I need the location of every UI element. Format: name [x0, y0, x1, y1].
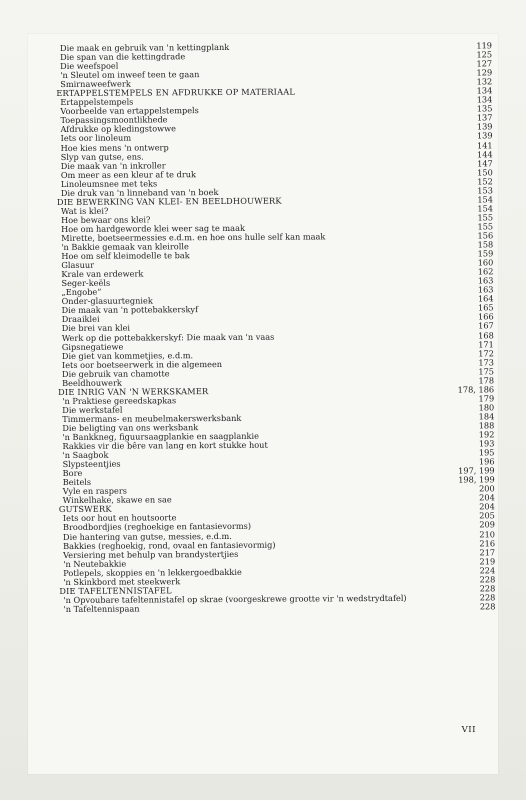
toc-page-number: 125 [476, 49, 493, 60]
toc-page-number: 216 [479, 537, 496, 549]
toc-page-number: 129 [476, 67, 493, 78]
toc-page-number: 164 [477, 293, 494, 304]
toc-entry-label: Die brei van klei [61, 323, 131, 334]
toc-entry-label: Seger-keëls [61, 277, 111, 289]
toc-entry-label: Die maak van 'n inkroller [60, 159, 166, 171]
toc-heading-label: DIE BEWERKING VAN KLEI- EN BEELDHOUWERK [56, 195, 282, 207]
toc-heading-label: GUTSWERK [58, 504, 112, 515]
toc-entry-label: Beeldhouwerk [62, 377, 122, 388]
toc-entry-label: Linoleumsnee met teks [60, 178, 158, 189]
book-page [28, 34, 498, 774]
toc-entry-label: Rakkies vir die bêre van lang en kort stukke hout [62, 439, 268, 452]
toc-page-number: 155 [477, 221, 494, 232]
toc-entry-label: Hoe om hardgeworde klei weer sag te maak [61, 222, 245, 234]
toc-page-number: 155 [477, 212, 494, 223]
toc-page-number: 168 [478, 329, 494, 340]
toc-entry-label: Slypsteentjies [62, 458, 121, 470]
toc-page-number: 196 [478, 456, 495, 467]
toc-page-number: 172 [478, 347, 494, 359]
toc-entry-label: Die span van die kettingdrade [60, 51, 186, 63]
toc-entry-label: Bore [62, 468, 83, 479]
toc-entry [61, 602, 495, 614]
toc-entry-label: 'n Bankkneg, figuursaagplankie en saagplankie [62, 430, 259, 442]
toc-entry-label: Om meer as een kleur af te druk [60, 168, 196, 180]
toc-entry-label: Broodbordjies (reghoekige en fantasievorms) [62, 521, 252, 533]
toc-entry-label: Ertappelstempels [60, 96, 134, 108]
toc-page-number: 188 [478, 420, 495, 431]
toc-entry-label: Iets oor hout en houtsoorte [62, 512, 177, 524]
toc-page-number: 139 [476, 130, 493, 141]
toc-entry-label: Potlepels, skoppies en 'n lekkergoedbakkie [63, 566, 242, 578]
toc-page-number: 141 [476, 139, 493, 150]
toc-page-number: 228 [479, 601, 496, 612]
toc-entry-label: Hoe bewaar ons klei? [61, 214, 151, 225]
toc-entry-label: Krale van erdewerk [61, 268, 144, 280]
toc-page-number: 228 [479, 574, 496, 585]
toc-entry-label: „Engobe” [61, 287, 102, 298]
toc-entry-label: Iets oor linoleum [60, 133, 132, 144]
toc-page-number: 135 [476, 103, 493, 114]
toc-page-number: 152 [477, 176, 493, 187]
toc-entry-label: Die beligting van ons werksbank [62, 422, 199, 433]
page-folio: VII [461, 725, 476, 735]
toc-entry-label: Onder-glasuurtegniek [61, 295, 153, 307]
toc-entry-label: 'n Praktiese gereedskapkas [62, 395, 177, 406]
toc-page-number: 204 [479, 501, 495, 512]
toc-page-number: 205 [479, 510, 495, 521]
toc-page-number: 134 [476, 85, 493, 96]
toc-page-number: 228 [479, 583, 496, 594]
toc-entry-label: 'n Tafeltennispaan [63, 603, 140, 614]
toc-entry-label: Die weefspoel [60, 60, 119, 72]
toc-page-number: 132 [476, 76, 493, 87]
toc-page-number: 180 [478, 402, 495, 413]
toc-entry-label: Gipsnegatiewe [61, 341, 124, 352]
toc-page-number: 119 [476, 40, 493, 51]
toc-page-number: 171 [478, 338, 494, 349]
toc-entry-label: Beitels [62, 477, 92, 488]
toc-page-number: 166 [478, 311, 494, 322]
toc-heading-label: ERTAPPELSTEMPELS EN AFDRUKKE OP MATERIAAL [56, 86, 295, 99]
toc-entry-label: Die werkstafel [62, 404, 123, 415]
toc-entry-label: Draaiklei [61, 314, 100, 325]
toc-page-number: 158 [477, 239, 494, 250]
toc-entry-label: Glasuur [61, 259, 95, 271]
toc-entry-label: 'n Bakkie gemaak van kleirolle [61, 241, 189, 253]
toc-page-number: 173 [478, 356, 494, 368]
toc-page-number: 153 [477, 185, 493, 196]
toc-entry-label: Mirette, boetseermessies e.d.m. en hoe ons hulle self kan maak [61, 231, 326, 243]
toc-page-number: 147 [477, 157, 493, 169]
toc-page-number: 193 [478, 438, 495, 449]
toc-entry-label: Toepassingsmoontlikhede [60, 114, 168, 126]
toc-page-number: 200 [479, 483, 495, 494]
toc-page-number: 165 [477, 302, 494, 313]
toc-page-number: 192 [478, 429, 495, 440]
toc-page-number: 219 [479, 556, 496, 567]
toc-entry-label: Hoe om self kleimodelle te bak [61, 250, 190, 262]
toc-page-number: 224 [479, 565, 496, 576]
toc-entry-label: Iets oor boetseerwerk in die algemeen [61, 358, 223, 370]
toc-entry-label: 'n Neutebakkie [63, 558, 127, 569]
toc-page-number: 195 [478, 447, 495, 458]
toc-page-number: 144 [477, 148, 493, 160]
toc-page-number: 150 [477, 167, 493, 178]
toc-entry-label: Voorbeelde van ertappelstempels [60, 105, 199, 117]
toc-entry-label: Die hantering van gutse, messies, e.d.m. [62, 530, 232, 542]
table-of-contents [58, 41, 495, 614]
toc-entry-label: Slyp van gutse, ens. [60, 151, 144, 162]
toc-entry-label: Wat is klei? [60, 205, 109, 216]
toc-page-number: 134 [476, 94, 493, 105]
toc-entry-label: Hoe kies mens 'n ontwerp [60, 141, 169, 153]
toc-page-number: 198, 199 [458, 474, 495, 485]
toc-entry-label: Die gebruik van chamotte [61, 368, 170, 379]
toc-page-number: 154 [477, 203, 494, 214]
toc-entry-label: Die giet van kommetjies, e.d.m. [61, 349, 194, 361]
toc-page-number: 167 [478, 320, 494, 331]
toc-page-number: 163 [477, 275, 494, 286]
toc-page-number: 159 [477, 248, 494, 259]
toc-entry-label: Afdrukke op kledingstowwe [60, 123, 177, 135]
toc-page-number: 160 [477, 257, 494, 268]
toc-entry-label: 'n Saagbok [62, 449, 109, 461]
toc-page-number: 175 [478, 366, 495, 377]
toc-entry-label: Die maak en gebruik van 'n kettingplank [59, 41, 230, 53]
toc-entry-label: Die maak van 'n pottebakkerskyf [61, 304, 199, 316]
toc-page-number: 209 [479, 519, 495, 530]
toc-page-number: 179 [478, 393, 495, 404]
toc-entry-label: Smirnaweefwerk [60, 78, 131, 90]
toc-page-number: 210 [479, 528, 496, 539]
toc-page-number: 127 [476, 58, 493, 69]
toc-page-number: 139 [476, 121, 493, 132]
toc-entry-label: Timmermans- en meubelmakerswerksbank [62, 412, 242, 424]
toc-entry-label: Vyle en raspers [62, 485, 127, 497]
toc-page-number: 217 [479, 546, 496, 558]
toc-heading-label: DIE INRIG VAN 'N WERKSKAMER [58, 385, 209, 397]
toc-entry-label: 'n Sleutel om inweef teen te gaan [60, 69, 200, 81]
toc-page-number: 197, 199 [458, 465, 495, 476]
toc-page-number: 154 [477, 194, 493, 205]
toc-entry-label: 'n Skinkbord met steekwerk [63, 576, 181, 587]
toc-page-number: 204 [479, 492, 495, 503]
toc-entry-label: 'n Opvoubare tafeltennistafel op skrae (voorgeskrewe grootte vir 'n wedstrydtafel) [63, 592, 407, 605]
toc-entry-label: Werk op die pottebakkerskyf: Die maak van 'n vaas [61, 331, 275, 343]
toc-entry-label: Bakkies (reghoekig, rond, ovaal en fantasievormig) [63, 539, 276, 551]
toc-page-number: 184 [478, 411, 495, 422]
toc-page-number: 178, 186 [457, 384, 495, 395]
toc-entry-label: Die druk van 'n linneband van 'n boek [60, 186, 219, 198]
toc-heading-label: DIE TAFELTENNISTAFEL [59, 585, 172, 596]
toc-page-number: 137 [476, 112, 493, 123]
toc-page-number: 163 [477, 284, 494, 295]
toc-page-number: 156 [477, 230, 494, 241]
toc-entry-label: Winkelhake, skawe en sae [62, 494, 172, 506]
toc-page-number: 228 [479, 592, 496, 603]
toc-entry-label: Versiering met behulp van brandystertjies [63, 548, 239, 560]
toc-page-number: 178 [478, 375, 495, 386]
toc-page-number: 162 [477, 266, 494, 277]
